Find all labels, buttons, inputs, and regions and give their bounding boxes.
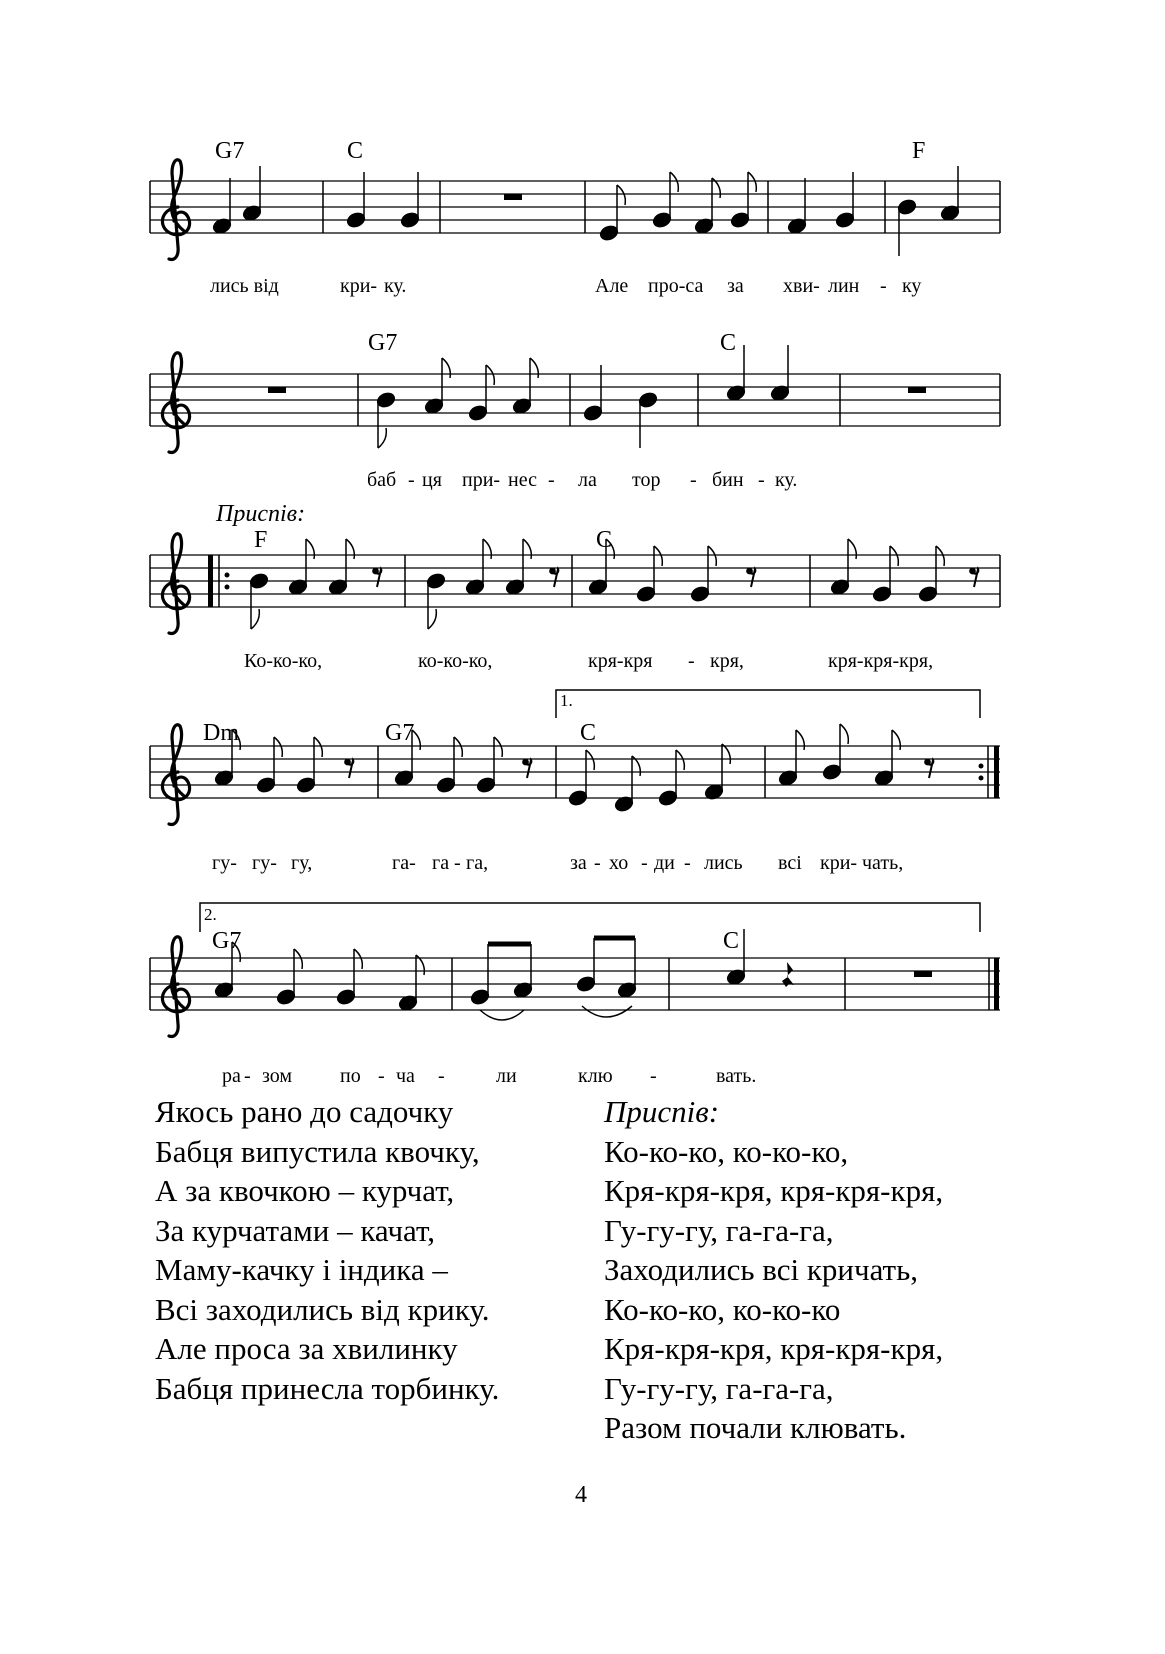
verse-line: Ко-ко-ко, ко-ко-ко, (604, 1133, 849, 1169)
lyric-syllable: баб (367, 469, 397, 491)
system-4 (150, 690, 1000, 874)
eighth-rest-icon (345, 759, 353, 778)
lyric-syllable: - (378, 1065, 385, 1087)
lyric-syllable: кри- (340, 275, 378, 297)
volta-label: 2. (204, 905, 217, 924)
lyric-syllable: - (684, 852, 691, 874)
lyric-syllable: кря-кря-кря, (828, 650, 934, 672)
lyric-syllable: - (244, 1065, 251, 1087)
lyric-syllable: кри- (820, 852, 858, 874)
lyric-syllable: вать. (716, 1065, 757, 1087)
lyric-syllable: лись від (210, 275, 279, 297)
lyric-syllable: га, (466, 852, 489, 874)
staff-lines (150, 746, 1000, 798)
treble-clef-icon (162, 160, 189, 260)
eighth-rest-icon (550, 568, 558, 587)
lyric-syllable: лин (828, 275, 860, 297)
eighth-rest-icon (523, 759, 531, 778)
chord: Dm (203, 720, 239, 746)
lyric-syllable: ла (578, 469, 597, 491)
lyric-syllable: бин (712, 469, 744, 491)
section-label: Приспів: (216, 501, 306, 527)
lyrics (222, 1065, 756, 1087)
chord: C (596, 527, 613, 553)
verse-line: Бабця випустила квочку, (155, 1133, 480, 1169)
lyric-syllable: тор (632, 469, 661, 491)
lyric-syllable: га- (392, 852, 416, 874)
lyric-syllable: ку. (384, 275, 407, 297)
verse-line: Якось рано до садочку (155, 1094, 454, 1129)
chord: G7 (212, 928, 242, 954)
eighth-rest-icon (970, 568, 978, 587)
lyric-syllable: про-са (648, 275, 704, 297)
chord: C (580, 720, 597, 746)
lyric-syllable: - (454, 852, 461, 874)
chorus-heading: Приспів: (604, 1094, 720, 1129)
system-1 (150, 138, 1000, 297)
lyric-syllable: га (432, 852, 450, 874)
notes (268, 345, 926, 448)
lyric-syllable: при- (462, 469, 501, 491)
lyric-syllable: зом (262, 1065, 293, 1087)
lyrics (210, 275, 921, 297)
lyric-syllable: ку. (775, 469, 798, 491)
chords (368, 330, 736, 356)
slur (582, 1006, 632, 1017)
lyric-syllable: всі (778, 852, 802, 874)
lyric-syllable: - (758, 469, 765, 491)
volta-label: 1. (560, 691, 573, 710)
lyric-syllable: - (438, 1065, 445, 1087)
whole-rest-icon (504, 194, 522, 200)
verse-line: Заходились всі кричать, (604, 1252, 918, 1287)
treble-clef-icon (162, 353, 189, 453)
lyric-syllable: нес (508, 469, 537, 491)
lyrics (212, 852, 903, 874)
treble-clef-icon (162, 937, 189, 1037)
system-3 (150, 501, 1000, 672)
lyric-syllable: гу- (252, 852, 277, 874)
whole-rest-icon (908, 387, 926, 393)
chord: C (720, 330, 737, 356)
staff-lines (150, 181, 1000, 233)
lyrics (244, 650, 933, 672)
slur (480, 1010, 524, 1020)
verse-left (155, 1092, 499, 1408)
lyric-syllable: кря-кря (588, 650, 653, 672)
chords (212, 928, 739, 954)
staff-lines (150, 555, 1000, 607)
lyric-syllable: - (880, 275, 887, 297)
lyric-syllable: ця (422, 469, 442, 491)
chord: C (347, 138, 364, 164)
lyric-syllable: - (594, 852, 601, 874)
treble-clef-icon (162, 725, 189, 825)
lyric-syllable: за (570, 852, 587, 874)
lyric-syllable: кря, (710, 650, 744, 672)
notes (212, 166, 961, 256)
lyric-syllable: Але (595, 275, 629, 297)
chord: G7 (368, 330, 398, 356)
whole-rest-icon (914, 971, 932, 977)
lyric-syllable: хо (609, 852, 629, 874)
lyric-syllable: ча (396, 1065, 415, 1087)
verse-line: А за квочкою – курчат, (155, 1173, 455, 1208)
eighth-rest-icon (925, 759, 933, 778)
lyric-syllable: - (641, 852, 648, 874)
lyric-syllable: - (408, 469, 415, 491)
treble-clef-icon (162, 534, 189, 634)
quarter-rest-icon (782, 962, 794, 987)
chord: C (723, 928, 740, 954)
eighth-rest-icon (747, 568, 755, 587)
system-2 (150, 330, 1000, 491)
lyric-syllable: чать, (862, 852, 904, 874)
lyric-syllable: клю (578, 1065, 613, 1087)
verse-line: Гу-гу-гу, га-га-га, (604, 1212, 834, 1248)
staff-lines (150, 374, 1000, 426)
verse-line: Ко-ко-ко, ко-ко-ко (604, 1291, 841, 1327)
whole-rest-icon (268, 387, 286, 393)
staff-lines (150, 958, 1000, 1010)
lyric-syllable: ра (222, 1065, 241, 1087)
chords (203, 720, 596, 746)
verse-line: Кря-кря-кря, кря-кря-кря, (604, 1331, 944, 1366)
verse-line: Гу-гу-гу, га-га-га, (604, 1370, 834, 1406)
chord: F (912, 138, 926, 164)
lyric-syllable: за (727, 275, 744, 297)
chord: F (254, 527, 268, 553)
volta-bracket (556, 690, 980, 718)
lyric-syllable: ку (902, 275, 922, 297)
lyric-syllable: лись (704, 852, 743, 874)
lyrics (367, 469, 797, 491)
verse-line: За курчатами – качат, (155, 1212, 435, 1248)
chords (215, 138, 925, 164)
lyric-syllable: хви- (783, 275, 820, 297)
verse-right (604, 1092, 943, 1448)
lyric-syllable: - (690, 469, 697, 491)
notes (214, 929, 932, 1020)
chord: G7 (215, 138, 245, 164)
chord: G7 (385, 720, 415, 746)
lyric-syllable: - (688, 650, 695, 672)
lyric-syllable: Ко-ко-ко, (244, 650, 323, 672)
lyric-syllable: гу, (291, 852, 313, 874)
verse-line: Разом почали клювать. (604, 1410, 907, 1445)
lyric-syllable: - (650, 1065, 657, 1087)
lyric-syllable: ко-ко-ко, (418, 650, 493, 672)
notes (214, 724, 934, 813)
verse-line: Маму-качку і індика – (155, 1252, 448, 1287)
verse-line: Бабця принесла торбинку. (155, 1370, 500, 1406)
lyric-syllable: - (548, 469, 555, 491)
lyric-syllable: ди (654, 852, 675, 874)
lyric-syllable: ли (496, 1065, 517, 1087)
verse-line: Але проса за хвилинку (155, 1331, 458, 1366)
lyric-syllable: по (340, 1065, 361, 1087)
lyric-syllable: гу- (212, 852, 237, 874)
verse-line: Кря-кря-кря, кря-кря-кря, (604, 1173, 944, 1208)
system-5 (150, 903, 1000, 1087)
page-number: 4 (575, 1482, 587, 1508)
notes (249, 539, 979, 629)
eighth-rest-icon (373, 568, 381, 587)
volta-bracket (200, 903, 980, 932)
verse-line: Всі заходились від крику. (155, 1291, 490, 1327)
